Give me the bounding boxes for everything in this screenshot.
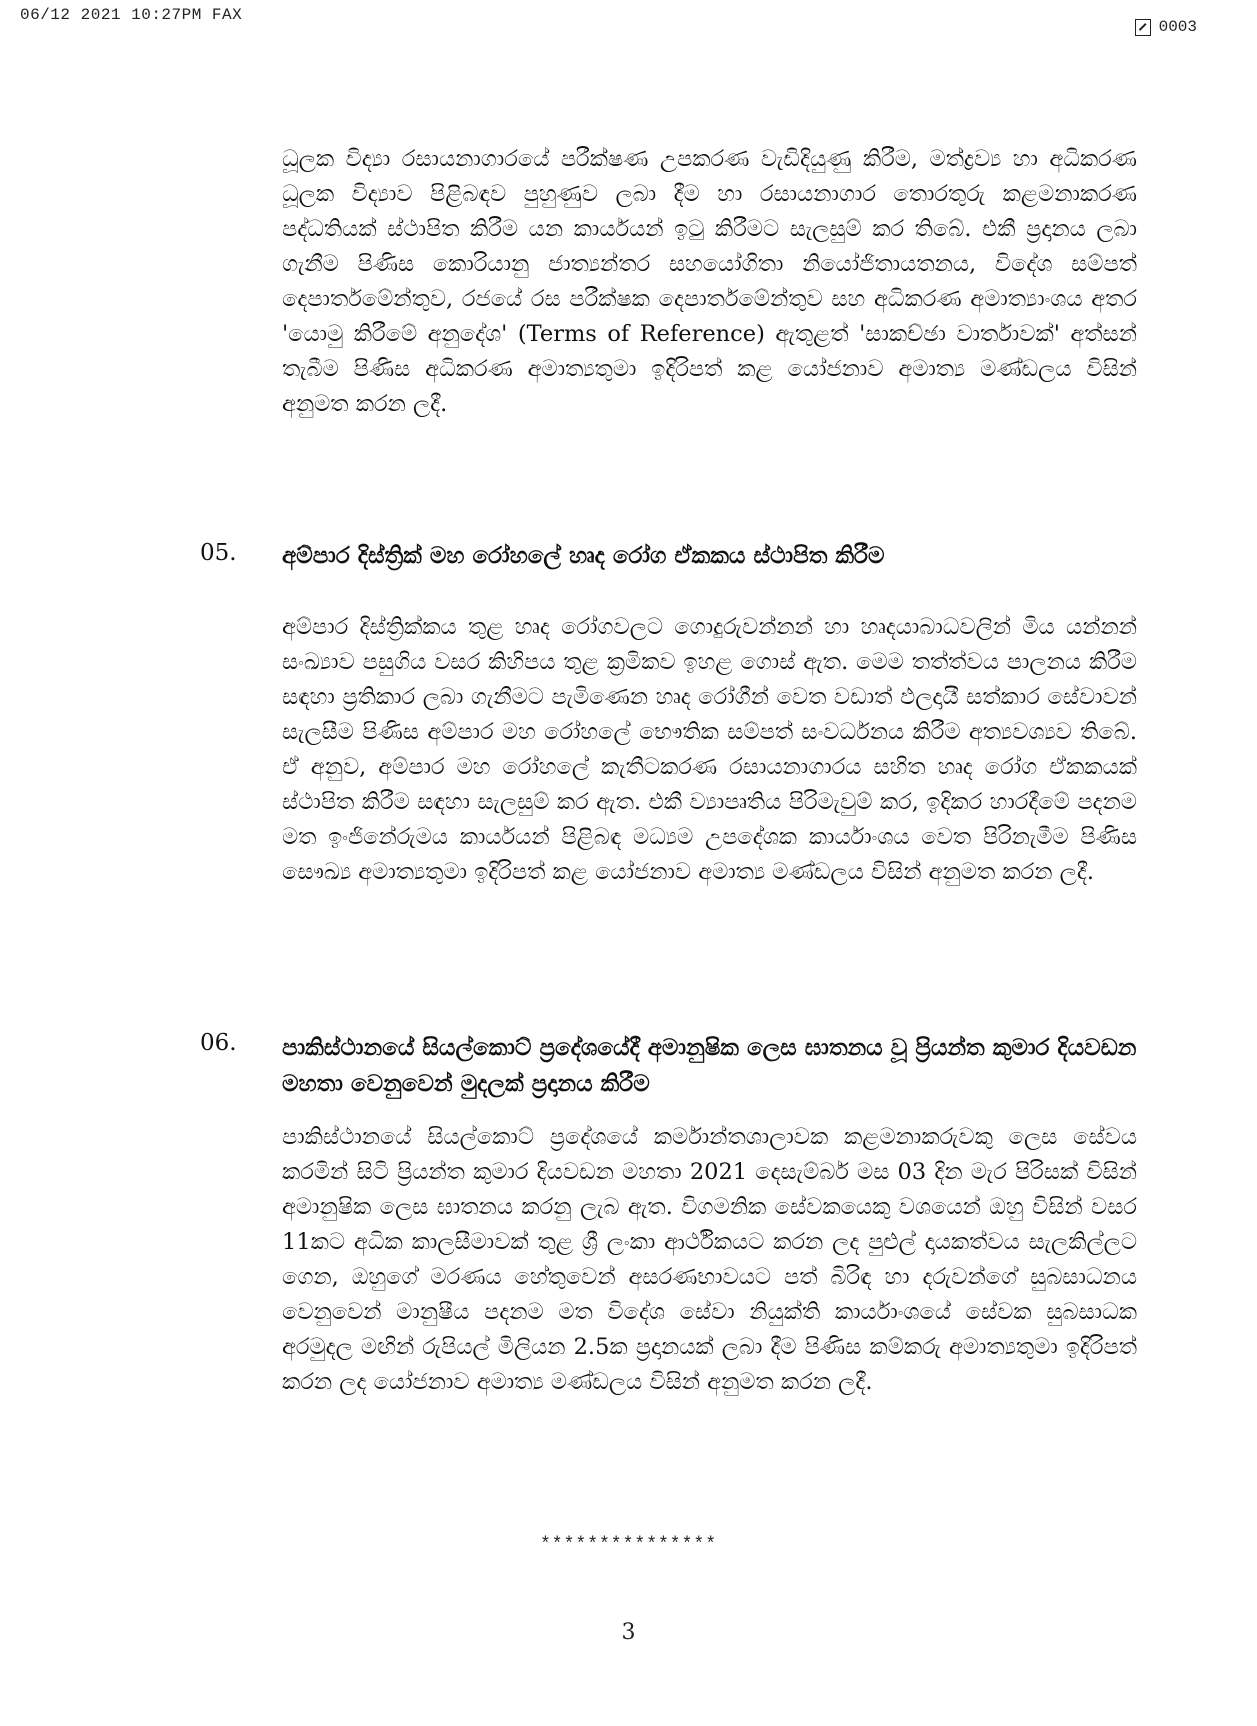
section-06-number: 06. [200, 1030, 237, 1056]
end-separator: *************** [539, 1535, 718, 1555]
section-05-paragraph: අම්පාර දිස්ත්‍රික්කය තුළ හෘද රෝගවලට ගොදුරුවන්නන් හා හෘදයාබාධවලින් මිය යන්නන් සංඛ්‍යාව පසුගිය වසර කිහිපය තුළ ක්‍රමිකව ඉහළ ගොස් ඇත. මෙම තත්ත්වය පාලනය කිරීම සඳහා ප්‍රතිකාර ලබා ගැනීමට පැමිණෙන හෘද රෝගීන් වෙත වඩාත් ඵලදායී සත්කාර සේවාවන් සැලසීම පිණිස අම්පාර මහ රෝහලේ භෞතික සම්පත් සංවර්ධනය කිරීම අත්‍යවශ්‍යව තිබේ. ඒ අනුව, අම්පාර මහ රෝහලේ කැතීටකරණ රසායනාගාරය සහිත හෘද රෝග ඒකකයක් ස්ථාපිත කිරීම සඳහා සැලසුම් කර ඇත. එකී ව්‍යාපෘතිය පිරිමැවුම් කර, ඉදිකර හාරදීමේ පදනම මත ඉංජිනේරුමය කාර්යයන් පිළිබඳ මධ්‍යම උපදේශක කාර්යාංශය වෙත පිරිනැමීම පිණිස සෞඛ්‍ය අමාත්‍යතුමා ඉදිරිපත් කළ යෝජනාව අමාත්‍ය මණ්ඩලය විසින් අනුමත කරන ලදී. [282, 614, 1137, 885]
fax-header-datetime: 06/12 2021 10:27PM FAX [20, 6, 243, 24]
section-06-paragraph: පාකිස්ථානයේ සියල්කොට් ප්‍රදේශයේ කර්මාන්තශාලාවක කළමනාකරුවකු ලෙස සේවය කරමින් සිටි ප්‍රියන්ත කුමාර දියවඩන මහතා 2021 දෙසැම්බර් මස 03 දින මැර පිරිසක් විසින් අමානුෂික ලෙස ඝාතනය කරනු ලැබ ඇත. විගමනික සේවකයෙකු වශයෙන් ඔහු විසින් වසර 11කට අධික කාලසීමාවක් තුළ ශ්‍රී ලංකා ආර්ථිකයට කරන ලද පුළුල් දායකත්වය සැලකිල්ලට ගෙන, ඔහුගේ මරණය හේතුවෙන් අසරණභාවයට පත් බිරිඳ හා දරුවන්ගේ සුබසාධනය වෙනුවෙන් මානුෂීය පදනම මත විදේශ සේවා නියුක්ති කාර්යාංශයේ සේවක සුබසාධක අරමුදල මඟින් රුපියල් මිලියන 2.5ක ප්‍රදානයක් ලබා දීම පිණිස කම්කරු අමාත්‍යතුමා ඉදිරිපත් කරන ලද යෝජනාව අමාත්‍ය මණ්ඩලය විසින් අනුමත කරන ලදී. [282, 1124, 1137, 1395]
section-04-continuation-paragraph: ධූලක විද්‍යා රසායනාගාරයේ පරීක්ෂණ උපකරණ වැඩිදියුණු කිරීම, මත්ද්‍රව්‍ය හා අධිකරණ ධූලක විද්‍යාව පිළිබඳව පුහුණුව ලබා දීම හා රසායනාගාර තොරතුරු කළමනාකරණ පද්ධතියක් ස්ථාපිත කිරීම යන කාර්යයන් ඉටු කිරීමට සැලසුම් කර තිබේ. එකී ප්‍රදානය ලබා ගැනීම පිණිස කොරියානු ජාත්‍යන්තර සහයෝගිතා නියෝජිතායතනය, විදේශ සම්පත් දෙපාර්තමේන්තුව, රජයේ රස පරීක්ෂක දෙපාර්තමේන්තුව සහ අධිකරණ අමාත්‍යාංශය අතර 'යොමු කිරීමේ අනුදේශ' (Terms of Reference) ඇතුළත් 'සාකච්ඡා වාර්තාවක්' අත්සන් තැබීම පිණිස අධිකරණ අමාත්‍යතුමා ඉදිරිපත් කළ යෝජනාව අමාත්‍ය මණ්ඩලය විසින් අනුමත කරන ලදී. [282, 146, 1137, 417]
section-05-number: 05. [200, 540, 237, 566]
section-05-heading: අම්පාර දිස්ත්‍රික් මහ රෝහලේ හෘද රෝග ඒකකය ස්ථාපිත කිරීම [282, 542, 885, 569]
fax-page-code: 0003 [1158, 18, 1197, 36]
fax-page-indicator [1135, 18, 1197, 36]
page-number: 3 [621, 1620, 636, 1645]
fax-page-icon [1135, 19, 1151, 36]
section-06-heading: පාකිස්ථානයේ සියල්කොට් ප්‍රදේශයේදී අමානුෂික ලෙස ඝාතනය වූ ප්‍රියන්ත කුමාර දියවඩන මහතා වෙනුවෙන් මුදලක් ප්‍රදානය කිරීම [282, 1034, 1137, 1097]
